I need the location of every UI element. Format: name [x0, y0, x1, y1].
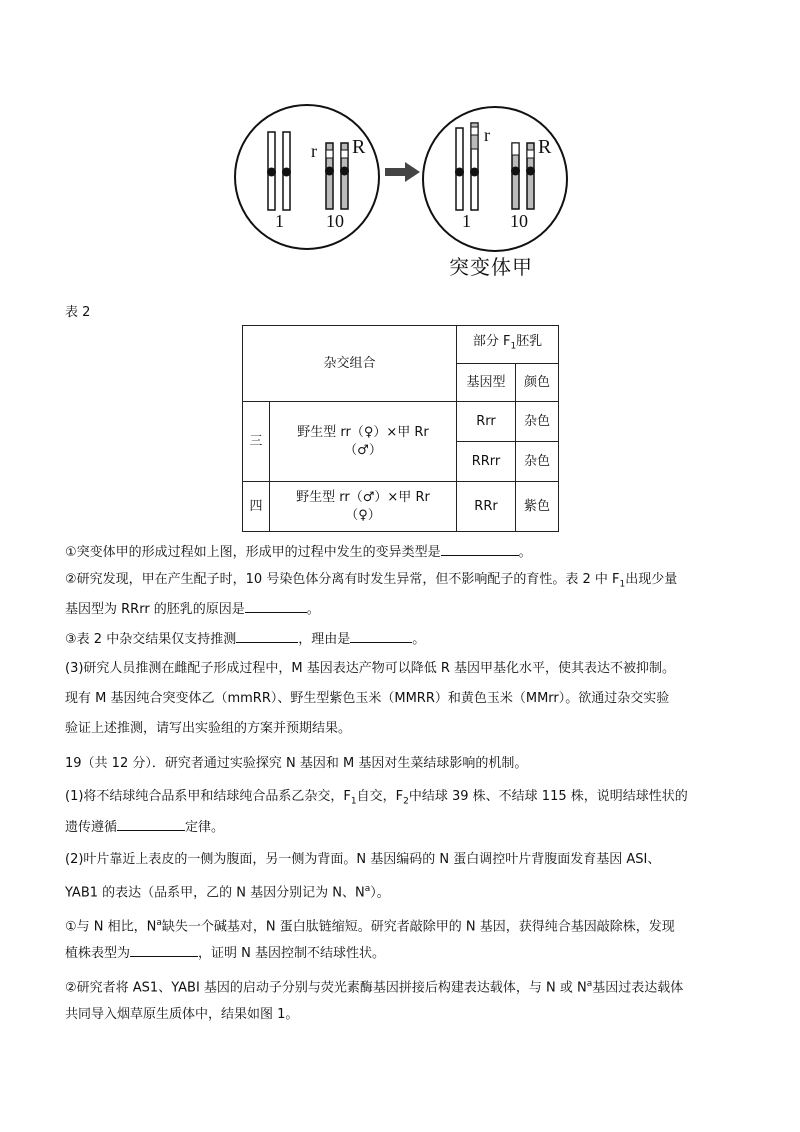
table-row [243, 402, 559, 442]
row-id: 四 [243, 482, 270, 532]
question-2-line2: 基因型为 RRrr 的胚乳的原因是 。 [65, 602, 320, 617]
centromere [470, 168, 479, 177]
centromere [340, 167, 349, 176]
gene-label-R: R [352, 136, 366, 158]
question-19-2-1-line1: ①与 N 相比，$N^a$缺失一个碱基对，N 蛋白肽链缩短。研究者敲除甲的 N 基因，获得纯合基因敲除株，发现 [65, 918, 675, 935]
color-cell: 杂色 [516, 442, 559, 482]
centromere [526, 167, 535, 176]
color-cell: 杂色 [516, 402, 559, 442]
centromere [325, 167, 334, 176]
table-row [243, 482, 559, 532]
header-f1-endosperm: 部分 $F_1$胚乳 [457, 326, 559, 364]
gene-label-r: r [484, 125, 490, 145]
cross-description: 野生型 rr（♀）×甲 Rr （♂） [270, 402, 457, 482]
part-3-line3: 验证上述推测，请写出实验组的方案并预期结果。 [65, 721, 352, 736]
arrow-icon-shaft [385, 168, 405, 176]
part-3-line2: 现有 M 基因纯合突变体乙（mmRR）、野生型紫色玉米（MMRR）和黄色玉米（MMrr）。欲通过杂交实验 [65, 691, 670, 706]
question-19-2-line2: YAB1 的表达（品系甲，乙的 N 基因分别记为 N、$N^a$）。 [65, 884, 390, 901]
genotype-cell: RRr [457, 482, 516, 532]
left-cell-circle [235, 105, 379, 249]
question-19-2-1-line2: 植株表型为 ，证明 N 基因控制不结球性状。 [65, 946, 386, 961]
centromere [282, 168, 291, 177]
right-cell-circle [423, 107, 567, 251]
question-19-1-line2: 遗传遵循 定律。 [65, 820, 225, 835]
header-genotype: 基因型 [457, 364, 516, 402]
chromosome-label-10: 10 [326, 211, 344, 231]
genotype-cell: RRrr [457, 442, 516, 482]
question-19-2-line1: (2)叶片靠近上表皮的一侧为腹面，另一侧为背面。N 基因编码的 N 蛋白调控叶片背腹面发育基因 ASI、 [65, 852, 661, 867]
figure-caption: 突变体甲 [449, 255, 533, 279]
centromere [455, 168, 464, 177]
centromere [267, 168, 276, 177]
question-19-1-line1: (1)将不结球纯合品系甲和结球纯合品系乙杂交，$F_1$自交，$F_2$中结球 39 株、不结球 115 株，说明结球性状的 [65, 789, 688, 807]
gene-r-band [471, 127, 478, 135]
arrow-icon-head [405, 162, 420, 182]
gene-label-R: R [538, 136, 552, 158]
question-19-title: 19（共 12 分）．研究者通过实验探究 N 基因和 M 基因对生菜结球影响的机制。 [65, 756, 528, 771]
chromosome-label-1: 1 [462, 211, 471, 231]
centromere [511, 167, 520, 176]
chromosome-label-1: 1 [275, 211, 284, 231]
chromosome-label-10: 10 [510, 211, 528, 231]
color-cell: 紫色 [516, 482, 559, 532]
gene-label-r: r [311, 141, 317, 161]
deleted-region [512, 143, 519, 155]
genotype-cell: Rrr [457, 402, 516, 442]
header-cross: 杂交组合 [243, 326, 457, 402]
question-3: ③表 2 中杂交结果仅支持推测 ，理由是 。 [65, 632, 426, 647]
cross-results-table [242, 325, 559, 532]
gene-R-band [341, 150, 348, 158]
question-19-2-2-line2: 共同导入烟草原生质体中，结果如图 1。 [65, 1007, 299, 1022]
row-id: 三 [243, 402, 270, 482]
question-2-line1: ②研究发现，甲在产生配子时，10 号染色体分离有时发生异常，但不影响配子的育性。表 2 中 $F_1$出现少量 [65, 572, 678, 590]
gene-R-band [527, 150, 534, 158]
question-1: ①突变体甲的形成过程如上图，形成甲的过程中发生的变异类型是 。 [65, 545, 532, 560]
header-color: 颜色 [516, 364, 559, 402]
cross-description: 野生型 rr（♂）×甲 Rr （♀） [270, 482, 457, 532]
question-19-2-2-line1: ②研究者将 AS1、YABI 基因的启动子分别与荧光素酶基因拼接后构建表达载体，与 N 或 $N^a$基因过表达载体 [65, 979, 684, 996]
gene-r-band [326, 150, 333, 158]
part-3-line1: (3)研究人员推测在雌配子形成过程中，M 基因表达产物可以降低 R 基因甲基化水平，使其表达不被抑制。 [65, 661, 676, 676]
table-label: 表 2 [65, 305, 91, 320]
